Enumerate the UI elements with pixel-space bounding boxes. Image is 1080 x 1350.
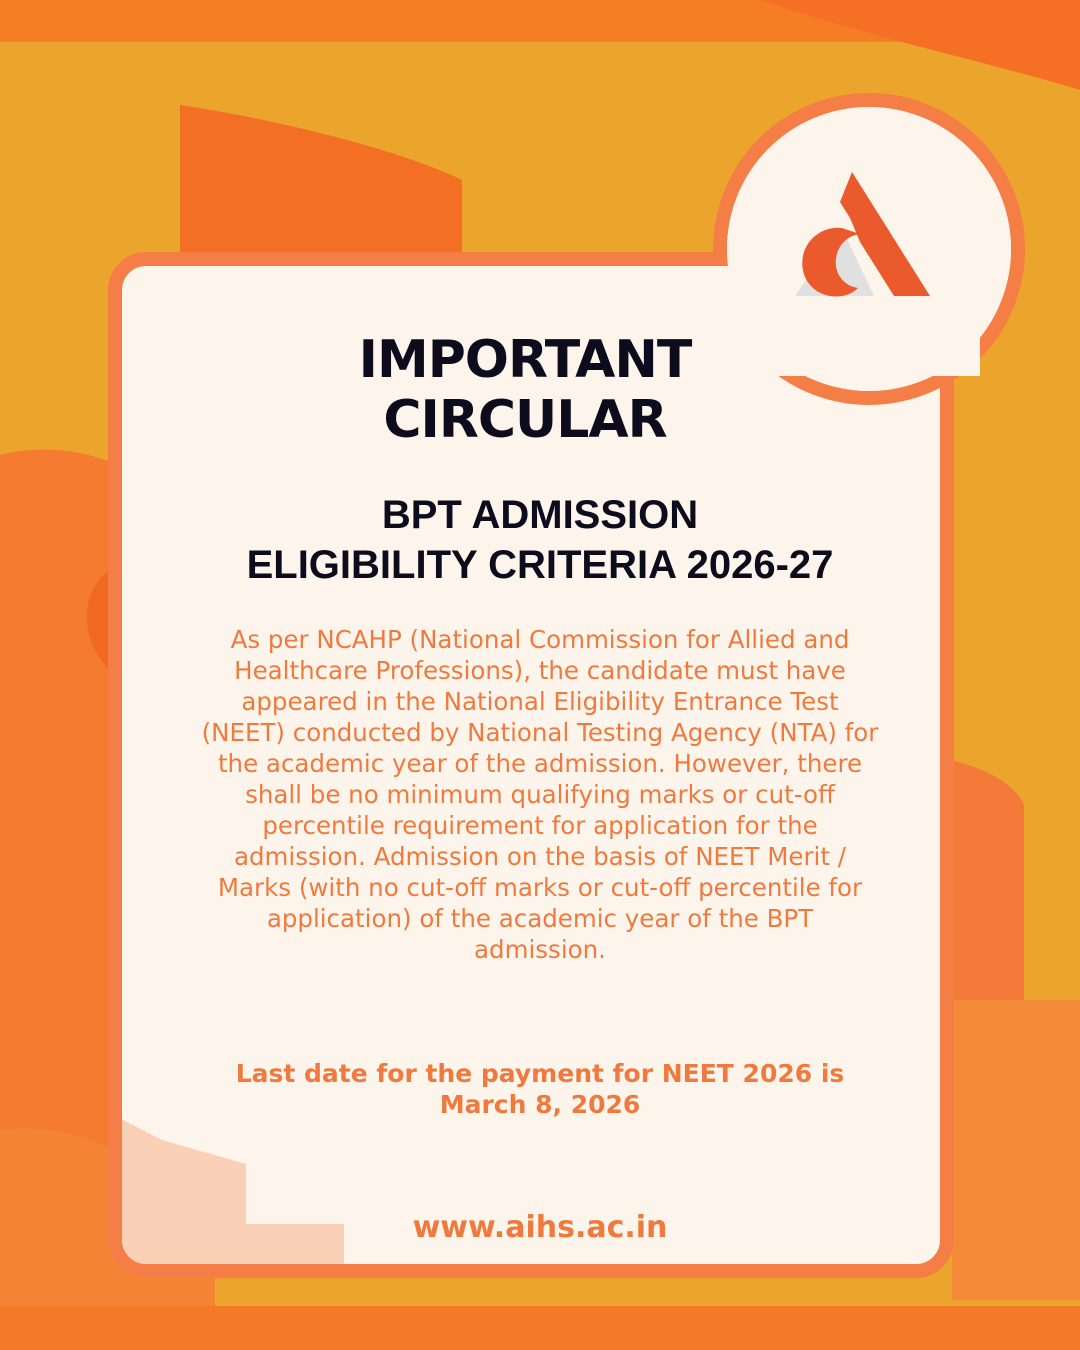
card-corner-decoration [108,1104,372,1278]
page-title [250,330,800,450]
title-line-2: CIRCULAR [383,390,667,450]
eligibility-description: As per NCAHP (National Commission for Allied and Healthcare Professions), the candidate must have appeared in the National Eligibility Entrance Test (NEET) conducted by National Testing Agency (NTA) for the academic year of the admission. However, there shall be no minimum qualifying marks or cut-off percentile requirement for application for the admission. Admission on the basis of NEET Merit / Marks (with no cut-off marks or cut-off percentile for application) of the academic year of the BPT admission. [201,625,879,964]
deadline-line-1: Last date for the payment for NEET 2026 is [235,1059,845,1088]
subtitle-line-1: BPT ADMISSION [381,493,699,537]
subtitle-line-2: ELIGIBILITY CRITERIA 2026-27 [246,543,834,587]
page-subtitle [180,490,900,590]
deadline-date: March 8, 2026 [439,1090,641,1119]
website-link[interactable]: www.aihs.ac.in [412,1210,668,1245]
institute-logo-a-icon [790,168,935,303]
title-line-1: IMPORTANT [358,330,692,390]
payment-deadline-notice [160,1058,920,1120]
